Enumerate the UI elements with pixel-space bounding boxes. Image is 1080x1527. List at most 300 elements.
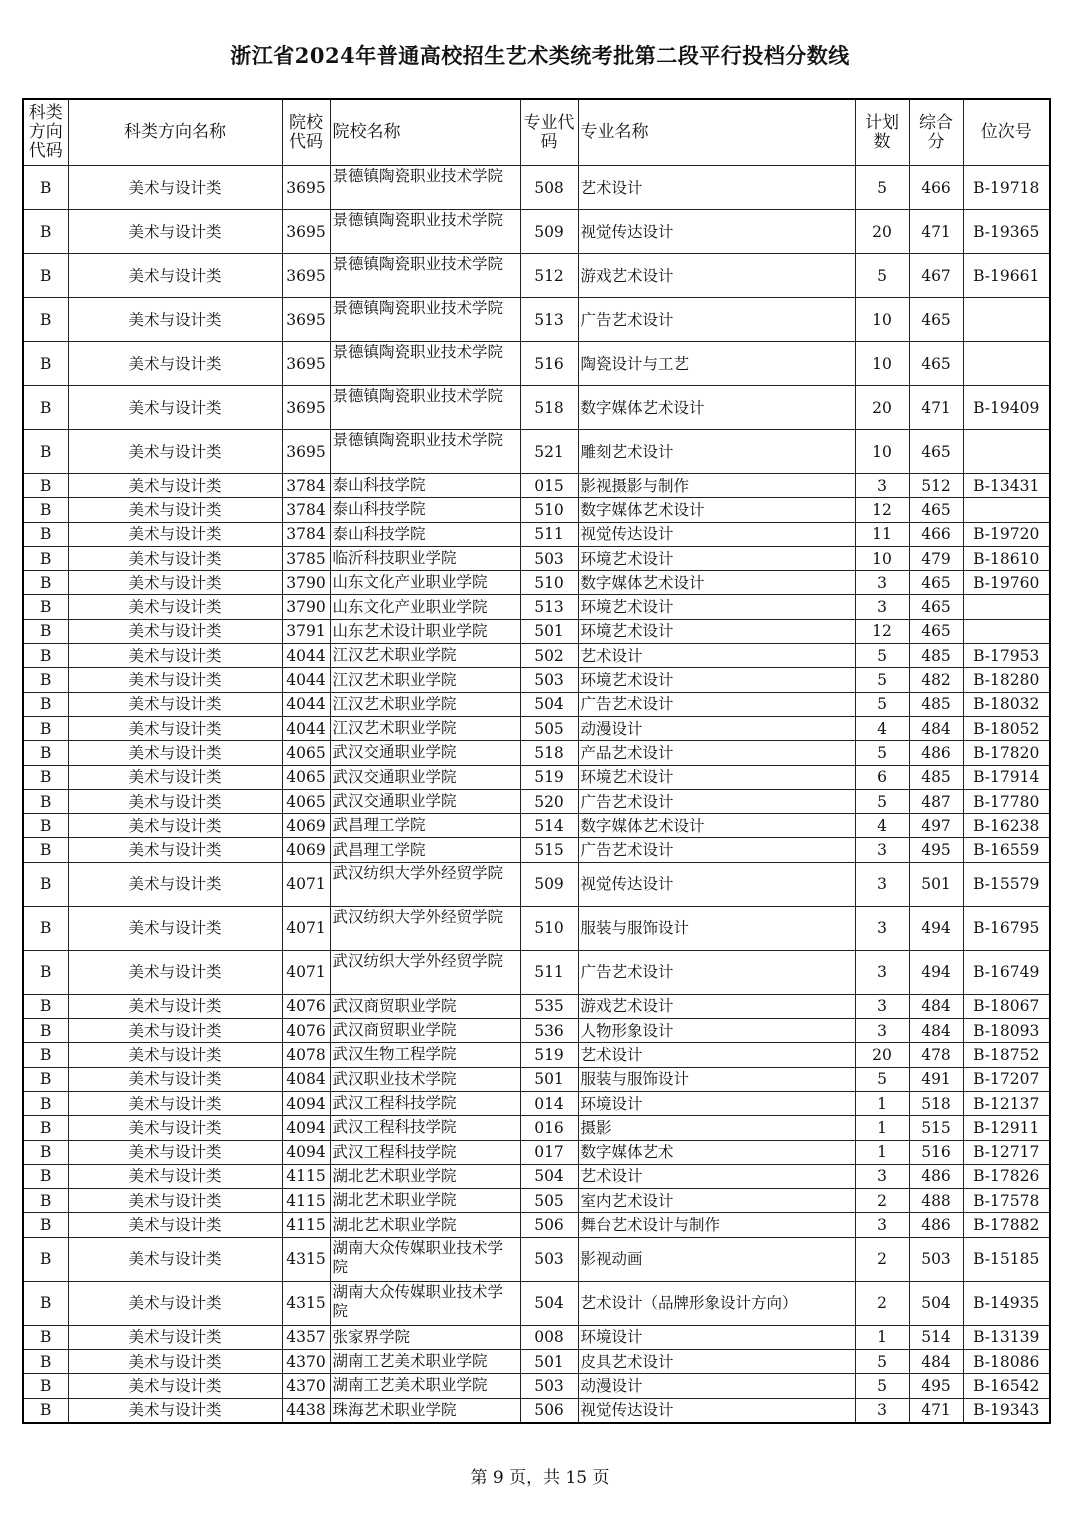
cell-type-name: 美术与设计类	[68, 1213, 282, 1237]
table-row	[23, 838, 1050, 862]
cell-major-name: 皮具艺术设计	[578, 1350, 855, 1374]
cell-major-code: 504	[520, 1164, 578, 1188]
cell-type-code: B	[23, 692, 68, 716]
cell-major-name: 游戏艺术设计	[578, 254, 855, 298]
cell-rank: B-17826	[963, 1164, 1050, 1188]
cell-rank: B-19365	[963, 210, 1050, 254]
cell-type-code: B	[23, 571, 68, 595]
cell-major-name: 数字媒体艺术设计	[578, 814, 855, 838]
cell-plan: 2	[855, 1237, 909, 1281]
cell-plan: 6	[855, 765, 909, 789]
cell-type-name: 美术与设计类	[68, 498, 282, 522]
cell-school-name: 泰山科技学院	[330, 522, 520, 546]
table-row	[23, 692, 1050, 716]
cell-school-name: 湖北艺术职业学院	[330, 1213, 520, 1237]
cell-type-code: B	[23, 1164, 68, 1188]
cell-score: 494	[909, 906, 963, 950]
cell-type-name: 美术与设计类	[68, 522, 282, 546]
cell-rank: B-17953	[963, 644, 1050, 668]
cell-type-code: B	[23, 1213, 68, 1237]
table-row	[23, 862, 1050, 906]
cell-type-name: 美术与设计类	[68, 1116, 282, 1140]
cell-plan: 5	[855, 692, 909, 716]
cell-score: 465	[909, 571, 963, 595]
cell-major-name: 雕刻艺术设计	[578, 430, 855, 474]
cell-major-name: 视觉传达设计	[578, 210, 855, 254]
cell-score: 465	[909, 298, 963, 342]
table-row	[23, 1116, 1050, 1140]
cell-major-code: 521	[520, 430, 578, 474]
table-row	[23, 994, 1050, 1018]
cell-type-name: 美术与设计类	[68, 474, 282, 498]
table-header-row	[23, 99, 1050, 166]
cell-school-name: 江汉艺术职业学院	[330, 692, 520, 716]
cell-major-name: 环境艺术设计	[578, 595, 855, 619]
cell-school-name: 武汉职业技术学院	[330, 1067, 520, 1091]
cell-plan: 3	[855, 595, 909, 619]
cell-major-code: 520	[520, 789, 578, 813]
table-row	[23, 950, 1050, 994]
header-major-code: 专业代码	[520, 99, 578, 166]
cell-major-code: 008	[520, 1325, 578, 1349]
cell-major-name: 环境设计	[578, 1091, 855, 1115]
cell-score: 471	[909, 210, 963, 254]
table-row	[23, 430, 1050, 474]
cell-school-name: 山东文化产业职业学院	[330, 571, 520, 595]
cell-plan: 5	[855, 789, 909, 813]
cell-rank: B-16559	[963, 838, 1050, 862]
cell-major-name: 数字媒体艺术	[578, 1140, 855, 1164]
table-row	[23, 1398, 1050, 1423]
cell-plan: 5	[855, 1067, 909, 1091]
cell-school-name: 山东艺术设计职业学院	[330, 619, 520, 643]
cell-type-name: 美术与设计类	[68, 765, 282, 789]
cell-major-code: 016	[520, 1116, 578, 1140]
cell-score: 484	[909, 1350, 963, 1374]
cell-type-code: B	[23, 474, 68, 498]
cell-major-code: 505	[520, 1189, 578, 1213]
cell-school-code: 4044	[282, 644, 330, 668]
cell-school-name: 武昌理工学院	[330, 814, 520, 838]
cell-type-name: 美术与设计类	[68, 595, 282, 619]
cell-school-code: 3790	[282, 595, 330, 619]
cell-school-name: 武汉工程科技学院	[330, 1091, 520, 1115]
cell-major-code: 505	[520, 716, 578, 740]
cell-major-code: 503	[520, 668, 578, 692]
table-row	[23, 1164, 1050, 1188]
cell-rank: B-17578	[963, 1189, 1050, 1213]
cell-type-name: 美术与设计类	[68, 814, 282, 838]
cell-school-code: 3695	[282, 298, 330, 342]
cell-plan: 5	[855, 1350, 909, 1374]
cell-school-code: 4071	[282, 950, 330, 994]
cell-major-code: 510	[520, 571, 578, 595]
cell-rank: B-19760	[963, 571, 1050, 595]
cell-score: 497	[909, 814, 963, 838]
cell-type-name: 美术与设计类	[68, 994, 282, 1018]
cell-school-code: 3785	[282, 546, 330, 570]
cell-type-code: B	[23, 342, 68, 386]
cell-type-name: 美术与设计类	[68, 1374, 282, 1398]
cell-rank: B-18752	[963, 1043, 1050, 1067]
cell-score: 486	[909, 1213, 963, 1237]
cell-type-name: 美术与设计类	[68, 692, 282, 716]
cell-score: 501	[909, 862, 963, 906]
cell-type-code: B	[23, 1237, 68, 1281]
cell-score: 504	[909, 1281, 963, 1325]
page-title: 浙江省2024年普通高校招生艺术类统考批第二段平行投档分数线	[230, 43, 850, 68]
cell-score: 465	[909, 595, 963, 619]
header-school-code: 院校代码	[282, 99, 330, 166]
table-row	[23, 522, 1050, 546]
cell-score: 484	[909, 1019, 963, 1043]
cell-type-code: B	[23, 166, 68, 210]
cell-type-code: B	[23, 838, 68, 862]
cell-school-code: 4370	[282, 1374, 330, 1398]
cell-school-name: 武汉交通职业学院	[330, 789, 520, 813]
table-row	[23, 741, 1050, 765]
table-row	[23, 1189, 1050, 1213]
cell-school-name: 武汉商贸职业学院	[330, 1019, 520, 1043]
cell-plan: 5	[855, 166, 909, 210]
table-row	[23, 619, 1050, 643]
cell-major-code: 511	[520, 522, 578, 546]
cell-type-name: 美术与设计类	[68, 1237, 282, 1281]
cell-school-code: 4076	[282, 994, 330, 1018]
cell-type-name: 美术与设计类	[68, 1067, 282, 1091]
cell-school-name: 景德镇陶瓷职业技术学院	[330, 386, 520, 430]
cell-type-code: B	[23, 298, 68, 342]
cell-rank: B-18610	[963, 546, 1050, 570]
cell-school-code: 3784	[282, 498, 330, 522]
cell-plan: 3	[855, 1164, 909, 1188]
cell-school-name: 景德镇陶瓷职业技术学院	[330, 342, 520, 386]
cell-school-code: 3791	[282, 619, 330, 643]
cell-plan: 5	[855, 741, 909, 765]
cell-school-code: 4078	[282, 1043, 330, 1067]
cell-major-code: 503	[520, 1374, 578, 1398]
cell-rank	[963, 498, 1050, 522]
cell-school-name: 山东文化产业职业学院	[330, 595, 520, 619]
cell-type-name: 美术与设计类	[68, 166, 282, 210]
cell-score: 465	[909, 342, 963, 386]
cell-score: 488	[909, 1189, 963, 1213]
cell-major-code: 519	[520, 1043, 578, 1067]
cell-type-code: B	[23, 595, 68, 619]
table-row	[23, 1067, 1050, 1091]
cell-school-name: 临沂科技职业学院	[330, 546, 520, 570]
cell-major-name: 广告艺术设计	[578, 950, 855, 994]
cell-score: 518	[909, 1091, 963, 1115]
cell-plan: 10	[855, 430, 909, 474]
cell-type-code: B	[23, 716, 68, 740]
cell-type-code: B	[23, 546, 68, 570]
cell-type-name: 美术与设计类	[68, 1019, 282, 1043]
cell-type-name: 美术与设计类	[68, 838, 282, 862]
cell-school-code: 4076	[282, 1019, 330, 1043]
cell-major-code: 513	[520, 595, 578, 619]
cell-school-code: 4065	[282, 741, 330, 765]
cell-major-name: 广告艺术设计	[578, 789, 855, 813]
cell-type-name: 美术与设计类	[68, 298, 282, 342]
cell-major-name: 动漫设计	[578, 716, 855, 740]
cell-major-code: 501	[520, 1067, 578, 1091]
table-row	[23, 546, 1050, 570]
cell-type-name: 美术与设计类	[68, 789, 282, 813]
cell-type-code: B	[23, 430, 68, 474]
cell-plan: 3	[855, 1213, 909, 1237]
cell-school-name: 武汉纺织大学外经贸学院	[330, 950, 520, 994]
cell-score: 478	[909, 1043, 963, 1067]
cell-rank: B-13431	[963, 474, 1050, 498]
cell-major-code: 017	[520, 1140, 578, 1164]
cell-score: 485	[909, 765, 963, 789]
cell-type-code: B	[23, 1043, 68, 1067]
cell-type-name: 美术与设计类	[68, 571, 282, 595]
cell-school-name: 湖南大众传媒职业技术学院	[330, 1237, 520, 1281]
table-row	[23, 166, 1050, 210]
cell-school-code: 4084	[282, 1067, 330, 1091]
table-row	[23, 1281, 1050, 1325]
cell-rank: B-18067	[963, 994, 1050, 1018]
cell-school-code: 3784	[282, 522, 330, 546]
cell-score: 466	[909, 522, 963, 546]
table-row	[23, 716, 1050, 740]
cell-plan: 3	[855, 571, 909, 595]
cell-major-name: 舞台艺术设计与制作	[578, 1213, 855, 1237]
cell-school-code: 4315	[282, 1237, 330, 1281]
cell-major-name: 服装与服饰设计	[578, 906, 855, 950]
cell-score: 512	[909, 474, 963, 498]
cell-score: 486	[909, 1164, 963, 1188]
cell-school-name: 景德镇陶瓷职业技术学院	[330, 254, 520, 298]
cell-school-name: 江汉艺术职业学院	[330, 716, 520, 740]
cell-school-name: 景德镇陶瓷职业技术学院	[330, 166, 520, 210]
cell-school-name: 景德镇陶瓷职业技术学院	[330, 210, 520, 254]
cell-school-code: 4370	[282, 1350, 330, 1374]
table-row	[23, 298, 1050, 342]
cell-type-code: B	[23, 498, 68, 522]
header-major-name: 专业名称	[578, 99, 855, 166]
cell-plan: 4	[855, 814, 909, 838]
cell-rank: B-19720	[963, 522, 1050, 546]
table-row	[23, 1325, 1050, 1349]
cell-major-code: 014	[520, 1091, 578, 1115]
table-row	[23, 498, 1050, 522]
cell-major-code: 503	[520, 546, 578, 570]
cell-school-code: 4069	[282, 838, 330, 862]
cell-school-name: 武汉纺织大学外经贸学院	[330, 862, 520, 906]
cell-type-code: B	[23, 1091, 68, 1115]
cell-type-name: 美术与设计类	[68, 342, 282, 386]
cell-plan: 1	[855, 1325, 909, 1349]
cell-score: 495	[909, 838, 963, 862]
cell-major-code: 514	[520, 814, 578, 838]
cell-major-name: 视觉传达设计	[578, 862, 855, 906]
cell-major-name: 艺术设计	[578, 1164, 855, 1188]
cell-type-code: B	[23, 1374, 68, 1398]
cell-plan: 2	[855, 1281, 909, 1325]
page-footer: 第 9 页，共 15 页	[470, 1468, 610, 1488]
cell-type-code: B	[23, 254, 68, 298]
cell-major-name: 人物形象设计	[578, 1019, 855, 1043]
cell-plan: 3	[855, 862, 909, 906]
cell-major-code: 502	[520, 644, 578, 668]
table-row	[23, 1019, 1050, 1043]
cell-rank: B-12717	[963, 1140, 1050, 1164]
cell-score: 495	[909, 1374, 963, 1398]
cell-type-code: B	[23, 522, 68, 546]
cell-plan: 1	[855, 1116, 909, 1140]
cell-score: 484	[909, 716, 963, 740]
cell-school-code: 3695	[282, 342, 330, 386]
cell-type-code: B	[23, 1350, 68, 1374]
cell-rank: B-17207	[963, 1067, 1050, 1091]
cell-major-name: 广告艺术设计	[578, 298, 855, 342]
cell-major-code: 506	[520, 1213, 578, 1237]
cell-type-name: 美术与设计类	[68, 644, 282, 668]
cell-school-name: 泰山科技学院	[330, 498, 520, 522]
cell-plan: 12	[855, 498, 909, 522]
cell-plan: 3	[855, 1019, 909, 1043]
cell-rank: B-18280	[963, 668, 1050, 692]
cell-school-code: 4065	[282, 789, 330, 813]
cell-plan: 3	[855, 950, 909, 994]
table-row	[23, 1043, 1050, 1067]
header-plan: 计划数	[855, 99, 909, 166]
cell-school-code: 4071	[282, 906, 330, 950]
cell-major-code: 516	[520, 342, 578, 386]
cell-type-name: 美术与设计类	[68, 950, 282, 994]
cell-score: 485	[909, 644, 963, 668]
table-row	[23, 571, 1050, 595]
cell-major-name: 环境艺术设计	[578, 765, 855, 789]
cell-score: 515	[909, 1116, 963, 1140]
cell-score: 486	[909, 741, 963, 765]
cell-rank: B-17820	[963, 741, 1050, 765]
cell-school-name: 武汉工程科技学院	[330, 1116, 520, 1140]
cell-major-name: 产品艺术设计	[578, 741, 855, 765]
cell-school-code: 4357	[282, 1325, 330, 1349]
cell-major-name: 数字媒体艺术设计	[578, 498, 855, 522]
cell-major-code: 535	[520, 994, 578, 1018]
table-row	[23, 644, 1050, 668]
cell-rank: B-19409	[963, 386, 1050, 430]
cell-school-name: 江汉艺术职业学院	[330, 668, 520, 692]
cell-plan: 5	[855, 1374, 909, 1398]
table-row	[23, 1213, 1050, 1237]
cell-plan: 3	[855, 838, 909, 862]
header-type-name: 科类方向名称	[68, 99, 282, 166]
table-row	[23, 906, 1050, 950]
cell-type-name: 美术与设计类	[68, 254, 282, 298]
cell-major-name: 影视摄影与制作	[578, 474, 855, 498]
cell-type-name: 美术与设计类	[68, 386, 282, 430]
table-row	[23, 1350, 1050, 1374]
cell-major-code: 511	[520, 950, 578, 994]
cell-major-name: 摄影	[578, 1116, 855, 1140]
cell-major-code: 519	[520, 765, 578, 789]
cell-type-code: B	[23, 950, 68, 994]
cell-school-name: 湖北艺术职业学院	[330, 1164, 520, 1188]
cell-rank: B-18093	[963, 1019, 1050, 1043]
cell-school-name: 景德镇陶瓷职业技术学院	[330, 298, 520, 342]
cell-major-code: 501	[520, 1350, 578, 1374]
cell-score: 514	[909, 1325, 963, 1349]
table-row	[23, 814, 1050, 838]
cell-score: 479	[909, 546, 963, 570]
cell-school-code: 3695	[282, 254, 330, 298]
cell-rank: B-17780	[963, 789, 1050, 813]
cell-major-name: 广告艺术设计	[578, 692, 855, 716]
cell-major-name: 游戏艺术设计	[578, 994, 855, 1018]
cell-plan: 3	[855, 474, 909, 498]
cell-plan: 12	[855, 619, 909, 643]
cell-type-code: B	[23, 1398, 68, 1423]
cell-school-name: 景德镇陶瓷职业技术学院	[330, 430, 520, 474]
cell-school-name: 武汉交通职业学院	[330, 741, 520, 765]
cell-score: 471	[909, 1398, 963, 1423]
cell-school-name: 武汉生物工程学院	[330, 1043, 520, 1067]
cell-major-code: 536	[520, 1019, 578, 1043]
cell-type-code: B	[23, 619, 68, 643]
cell-school-code: 4044	[282, 668, 330, 692]
table-row	[23, 1140, 1050, 1164]
cell-school-code: 4069	[282, 814, 330, 838]
cell-plan: 5	[855, 644, 909, 668]
cell-type-code: B	[23, 1019, 68, 1043]
cell-type-code: B	[23, 1281, 68, 1325]
cell-school-code: 4315	[282, 1281, 330, 1325]
cell-school-name: 武汉工程科技学院	[330, 1140, 520, 1164]
cell-school-code: 4094	[282, 1140, 330, 1164]
cell-major-name: 室内艺术设计	[578, 1189, 855, 1213]
cell-type-code: B	[23, 1116, 68, 1140]
cell-type-name: 美术与设计类	[68, 1350, 282, 1374]
cell-major-code: 015	[520, 474, 578, 498]
cell-school-code: 3784	[282, 474, 330, 498]
table-row	[23, 595, 1050, 619]
cell-rank	[963, 619, 1050, 643]
cell-type-name: 美术与设计类	[68, 1091, 282, 1115]
cell-score: 465	[909, 619, 963, 643]
cell-score: 494	[909, 950, 963, 994]
cell-type-name: 美术与设计类	[68, 430, 282, 474]
cell-type-name: 美术与设计类	[68, 210, 282, 254]
cell-score: 465	[909, 430, 963, 474]
cell-school-name: 武昌理工学院	[330, 838, 520, 862]
cell-type-code: B	[23, 994, 68, 1018]
cell-type-code: B	[23, 644, 68, 668]
cell-major-name: 艺术设计	[578, 1043, 855, 1067]
cell-score: 471	[909, 386, 963, 430]
cell-score: 465	[909, 498, 963, 522]
cell-school-code: 3695	[282, 166, 330, 210]
table-row	[23, 474, 1050, 498]
cell-school-code: 3790	[282, 571, 330, 595]
cell-school-name: 武汉纺织大学外经贸学院	[330, 906, 520, 950]
cell-rank: B-19718	[963, 166, 1050, 210]
cell-plan: 1	[855, 1140, 909, 1164]
cell-type-code: B	[23, 862, 68, 906]
cell-type-code: B	[23, 386, 68, 430]
table-row	[23, 386, 1050, 430]
cell-score: 485	[909, 692, 963, 716]
cell-major-code: 509	[520, 210, 578, 254]
cell-major-code: 504	[520, 1281, 578, 1325]
cell-school-code: 3695	[282, 430, 330, 474]
cell-major-code: 504	[520, 692, 578, 716]
